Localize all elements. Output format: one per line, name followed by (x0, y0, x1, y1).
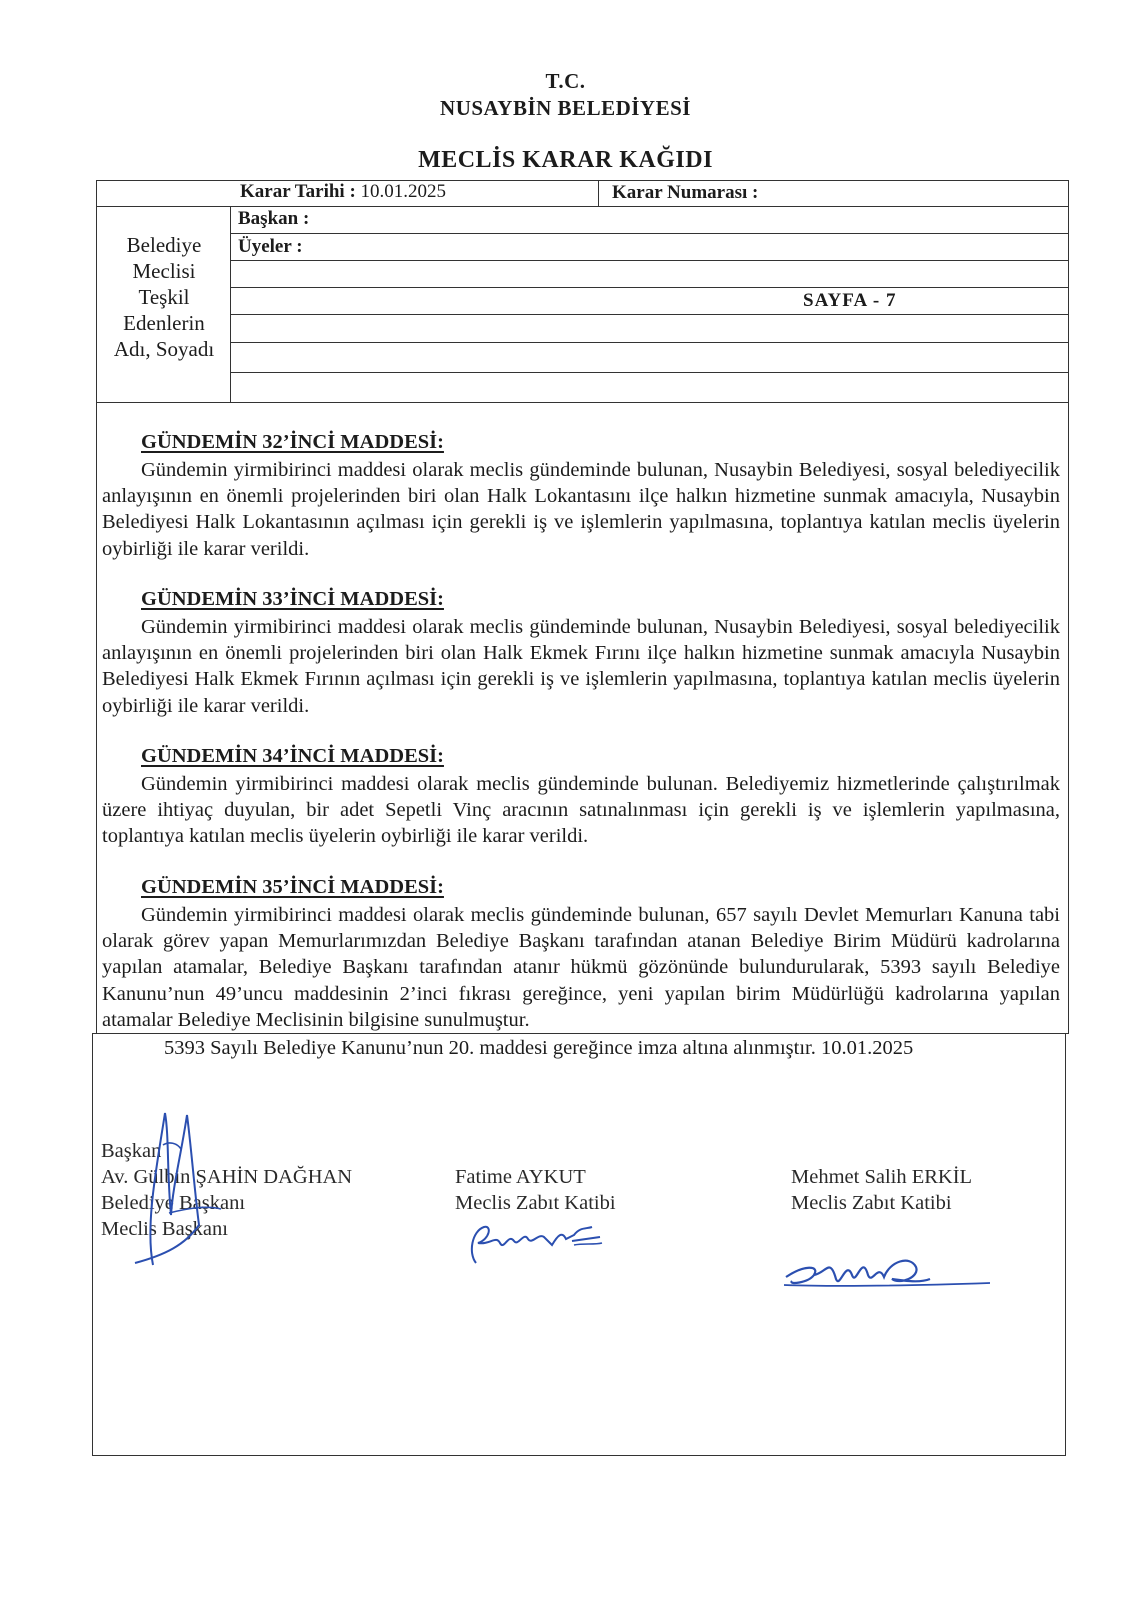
section-text: Gündemin yirmibirinci maddesi olarak meclis gündeminde bulunan, Nusaybin Belediyesi, sosyal belediyecilik anlayışının en önemli projelerinden biri olan Halk Ekmek Fırını ilçe halkın hizmetine sunmak amacıyla Nusaybin Belediyesi Halk Ekmek Fırının açılması için gerekli iş ve işlemlerin yapılmasına, toplantıya katılan meclis üyelerin oybirliği ile karar verildi. (102, 616, 1060, 717)
law-note: 5393 Sayılı Belediye Kanunu’nun 20. maddesi gereğince imza altına alınmıştır. 10.01.2025 (164, 1037, 914, 1059)
council-label-line: Meclisi (132, 259, 196, 283)
signatory-line: Mehmet Salih ERKİL (791, 1166, 973, 1188)
council-label-line: Edenlerin (123, 311, 205, 335)
decision-number-label: Karar Numarası : (612, 182, 759, 203)
signatory-line: Meclis Başkanı (101, 1218, 228, 1240)
country-label: T.C. (545, 69, 586, 93)
council-members-label (100, 232, 228, 362)
decision-date-value: 10.01.2025 (360, 181, 447, 202)
signatory-line: Belediye Başkanı (101, 1192, 246, 1214)
signatory-clerk-2 (791, 1164, 972, 1216)
council-label-line: Teşkil (138, 285, 190, 309)
members-label: Üyeler : (238, 236, 303, 257)
page-number: SAYFA - 7 (803, 290, 897, 311)
clerk-1-signature (462, 1215, 612, 1270)
signatory-line: Fatime AYKUT (455, 1166, 586, 1188)
decision-date (240, 181, 446, 203)
section-text: Gündemin yirmibirinci maddesi olarak meclis gündeminde bulunan. Belediyemiz hizmetlerinde çalıştırılmak üzere ihtiyaç duyulan, bir adet Sepetli Vinç aracının satınalınması için gerekli iş ve işlemlerin yapılmasına, toplantıya katılan meclis üyelerin oybirliği ile karar verildi. (102, 773, 1060, 848)
section-text: Gündemin yirmibirinci maddesi olarak meclis gündeminde bulunan, 657 sayılı Devlet Memurları Kanuna tabi olarak görev yapan Memurlarımızdan Belediye Başkanı tarafından atanan Belediye Birim Müdürü kadrolarına yapılan atamalar, Belediye Başkanı tarafından atanır hükmü gözönünde bulundurularak, 5393 sayılı Belediye Kanunu’nun 49’uncu maddesinin 2’inci fıkrası gereğince, yeni yapılan birim Müdürlüğü kadrolarına yapılan atamalar Belediye Meclisinin bilgisine sunulmuştur. (102, 904, 1060, 1031)
council-label-line: Adı, Soyadı (113, 337, 215, 361)
section-heading: GÜNDEMİN 33’İNCİ MADDESİ: (141, 588, 444, 610)
signatory-line: Meclis Zabıt Katibi (455, 1192, 616, 1214)
signatory-clerk-1 (455, 1164, 616, 1216)
clerk-2-signature (780, 1245, 995, 1300)
document-title: MECLİS KARAR KAĞIDI (418, 147, 713, 173)
section-heading: GÜNDEMİN 32’İNCİ MADDESİ: (141, 431, 444, 453)
organization-name: NUSAYBİN BELEDİYESİ (440, 96, 691, 120)
signatory-line: Meclis Zabıt Katibi (791, 1192, 952, 1214)
section-text: Gündemin yirmibirinci maddesi olarak meclis gündeminde bulunan, Nusaybin Belediyesi, sosyal belediyecilik anlayışının en önemli projelerinden biri olan Halk Lokantasını ilçe halkın hizmetine sunmak amacıyla, Nusaybin Belediyesi Halk Lokantasının açılması için gerekli iş ve işlemlerin yapılmasına, toplantıya katılan meclis üyelerin oybirliği ile karar verildi. (102, 459, 1060, 560)
president-label: Başkan : (238, 208, 310, 229)
section-heading: GÜNDEMİN 35’İNCİ MADDESİ: (141, 876, 444, 898)
signatory-line: Başkan (101, 1140, 162, 1162)
council-label-line: Belediye (126, 233, 202, 257)
section-heading: GÜNDEMİN 34’İNCİ MADDESİ: (141, 745, 444, 767)
mayor-signature (125, 1105, 235, 1270)
signatory-line: Av. Gülbin ŞAHİN DAĞHAN (101, 1166, 353, 1188)
decision-date-label: Karar Tarihi : (240, 181, 356, 202)
